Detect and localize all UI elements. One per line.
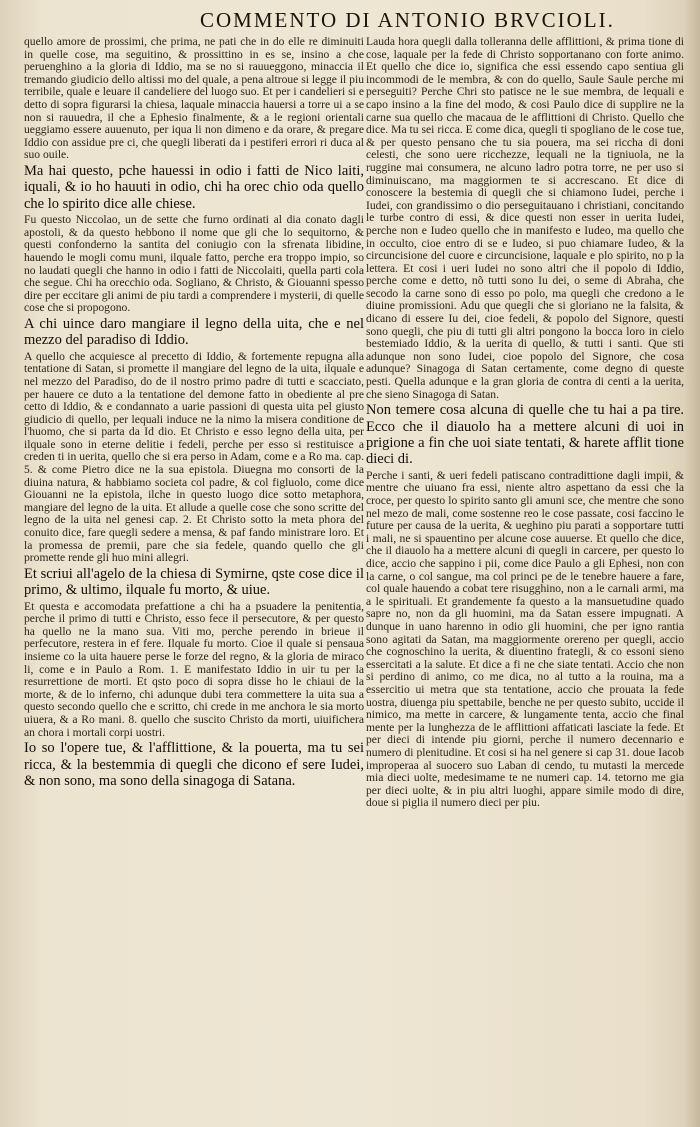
lemma-paragraph: Io so l'opere tue, & l'afflittione, & la pouerta, ma tu sei ricca, & la bestemmia di quegli che dicono ef sere Iudei, & non sono, ma sono della sinagoga di Satana.: [24, 740, 364, 789]
lemma-paragraph: A chi uince daro mangiare il legno della uita, che e nel mezzo del paradiso di Iddio.: [24, 315, 364, 349]
lemma-paragraph: Ma hai questo, pche hauessi in odio i fatti de Nico laiti, iquali, & io ho hauuti in odio, chi ha orec chio oda quello che lo spirito dice alle chiese.: [24, 162, 364, 212]
commentary-paragraph: Lauda hora quegli dalla tolleranna delle afflittioni, & prima tione di cose, laquale per la fede di Christo sopportanano con forte animo. Et quello che dice io, significa che essi essendo capo sentiua gli incommodi de le membra, & con do quello, Saule Saule perche mi perseguiti? Perche Chri sto patisce ne le sue membra, de lequali e capo insino a la fine del modo, & cosi Paulo dice di supplire ne la carne sua quello che macaua de le afflittioni di Christo. Quello che dice. Ma tu sei ricca. E come dica, quegli ti spogliano de le cose tue, & per questo pensano che tu sia pouera, ma sei riccha di doni celesti, che sono uere ricchezze, lequali ne la tigniuola, ne la ruggine mai consumera, ne alcuno ladro potra torre, ne per uso si diminuiscano, ma maggiormen te si accrescano. Et dice di conoscere la bestemia di quegli che si chiamono Iudei, perche i Iudei, con grandissimo o dio perseguitauano i christiani, concitando le turbe contro di essi, & dice questi non esser in uerita Iudei, perche non e Iudeo quello che in manifesto e Iudeo, ma quello che in occulto, cioe entro di se e Iudeo, si puo chiamare Iudeo, & la circuncisione del cuore e circuncisione, laquale e plo spirito, no p la lettera. Et cosi i ueri Iudei no sono altri che il popolo di Iddio, perche come e detto, nõ tutti sono Iu dei, o seme di Abraha, che secodo la carne sono di esso po polo, ma quegli che credono a le diuine promissioni. Adu que quegli che si gloriano ne la falsita, & dicano di essere Iu dei, cioe fedeli, & popolo del Signore, questi sono quegli, che piu di tutti gli altri pongono la bocca loro in cielo bestemiado Iddio, & la uerita di quello, & tutti i santi. Que sti adunque non sono Iudei, cioe popolo del Signore, che cosa adunque? Sinagoga di Satan certamente, come degno di queste pesti. Quella adunque e la gran gloria de contra di centi a la uerita, che sieno Sinagoga di Satan.: [366, 35, 684, 401]
commentary-paragraph: quello amore de prossimi, che prima, ne pati che in do elle re diminuiti in quelle cose, ma seguitino, & prossittino in es se, insino a che peruenghino a la gloria di Iddio, ma se no si rauueggono, minaccia il tremando giudicio dello altissi mo del quale, a pena altroue si legge il piu terribile, quale e leuare il candeliere del luogo suo. Et per i candelieri si e detto di sopra figurarsi la chiesa, laquale minaccia hauersi a torre ui a se non si rauuedra, il che a Ephesio finalmente, & a le regioni orientali ueggiamo essere auuenuto, per iqua li non dimeno e da orare, & pregare Iddio con assidue pre ci, che quegli liberati da i pestiferi errori ri duca al suo ouile.: [24, 35, 364, 162]
page-edge-shadow: [684, 0, 700, 1127]
lemma-paragraph: Non temere cosa alcuna di quelle che tu hai a pa tire. Ecco che il diauolo ha a mettere alcuni di uoi in prigione a fin che uoi siate tentati, & harete afflit tione dieci di.: [366, 402, 684, 468]
lemma-paragraph: Et scriui all'agelo de la chiesa di Symirne, qste cose dice il primo, & ultimo, ilquale fu morto, & uiue.: [24, 565, 364, 599]
left-column: [24, 36, 364, 791]
commentary-paragraph: Fu questo Niccolao, un de sette che furno ordinati al dia conato dagli apostoli, & da questo hebbono il nome que gli che lo sequitorno, & questi confonderno la santita del coniugio con la sfrenata libidine, hauendo le mogli comu muni, ilquale fatto, perche era troppo impio, so no laudati quegli che hanno in odio i fatti de Niccolaiti, quella parti cola che segue. Chi ha orecchio oda. Sogliano, & Christo, & Giouanni spesso dire per eccitare gli animi de piu tardi a comprendere i mysterii, di quelle cose che si propogono.: [24, 213, 364, 315]
commentary-paragraph: Perche i santi, & ueri fedeli patiscano contradittione dagli impii, & mentre che uiuano fra essi, niente altro aspettano da essi che la croce, per questo lo spirito santo gli amuni sce, che mentre che sono nel mezo de mali, come sostenne reo le cose passate, cosi faccino le future per causa de la uerita, & ueghino piu parati a sopportare tutti i mali, ne si spauentino per alcune cose auuerse. Et quello che dice, che il diauolo ha a mettere alcuni di quegli in carcere, per questo lo dice, accio che sappino i pii, come dice Paulo a gli Ephesi, non con la carne, o col sangue, ma col princi pe de le tenebre hauere a fare, col quale hauendo a cobat tere risugghino, non a le carnali armi, ma a le spirituali. Et grandemente fa questo a la mansuetudine quado sapre no, non da gli huomini, ma da Satan essere impugnati. A dunque in uano harenno in odio gli huomini, che per igno rantia sono agitati da Satan, ma maggiormente orereno per quegli, accio che cognoschino la uerita, & diuentino frategli, & co essoni sieno essercitati a la salute. Et dice a fi ne che siate tentati. Accio che non si perdino di animo, co me dica, no al tutto a la rouina, ma a essercitio ui metra que sta tentatione, accio che prouata la fede uostra, diuenga piu spettabile, benche ne per questo subito, uccide il nimico, ma mette in carcere, & lungamente tenta, accio che final mente per la lunghezza de le afflittioni affaticati lasciate la fede. Et per dieci di intende piu giorni, perche il numero decennario e numero di plenitudine. Et cosi si ha nel genere si cap 31. doue Iacob improperaa al suocero suo Laban di cendo, tu mutasti la mercede mia dieci uolte, medesimame te ne numeri cap. 14. tetorno me gia per dieci uolte, & in piu altri luoghi, appare simile modo di dire, doue si piglia il numero dieci per piu.: [366, 468, 684, 810]
running-header: COMMENTO DI ANTONIO BRVCIOLI.: [200, 8, 615, 32]
commentary-paragraph: A quello che acquiesce al precetto di Iddio, & fortemente repugna alla tentatione di Satan, si promette il mangiare del legno de la uita, ilquale e nel mezzo del Paradiso, do de il nostro primo padre di tutti e scacciato, per hauere ce duto a la tentatione del demone fatto in obediente al pre cetto di Iddio, & e condannato a uarie passioni di questa uita pel giusto giudicio di quello, per lequali induce ne la nimo la misera conditione de l'huomo, che si parta da Id dio. Et Christo e esso legno della uita, per ilquale sono in eterne delitie i fedeli, perche per esso si restituisce a creden ti in uerita, quello che si era perso in Adam, come e a Ro ma. cap. 5. & come Pietro dice ne la sua epistola. Diuegna mo consorti de la diuina natura, & habbiamo societa col padre, & col figluolo, come dice Giouanni ne la epistola, ilche in questo luogo dice sotto metaphora, mangiare del legno de la uita. Et allude a quelle cose che sono scritte del legno de la uita nel genesi cap. 2. Et Christo sotto la meta phora del conuito dice, fare quegli sedere a mensa, & paf fando ministrare loro. Et la promessa de premii, pare che sia fedele, quando quello che gli promette rende gli huo mini allegri.: [24, 349, 364, 565]
right-column: [366, 36, 684, 811]
commentary-paragraph: Et questa e accomodata prefattione a chi ha a psuadere la penitentia, perche il primo di tutti e Christo, esso fece il persecutore, & per questo ha quello ne la mano sua. Viti mo, perche perendo in brieue il perfecutore, restera in ef fere. Ilquale fu morto. Cioe il quale si pensaua insieme co la uita hauere perse le forze del regno, & la gloria de miraco li, come e in Paulo a Rom. 1. E manifestato Iddio in uir tu per la resurrettione de morti. Et qsto poco di sopra disse ho le chiaui de la morte, & de lo inferno, chi adunque dubi tera commettere la uita sua a questo secondo quello che e scritto, chi crede in me anchora le sia morto uiuera, & a Ro mani. 8. quello che suscito Christo da morti, uiuifichera an chora i mortali corpi uostri.: [24, 599, 364, 739]
